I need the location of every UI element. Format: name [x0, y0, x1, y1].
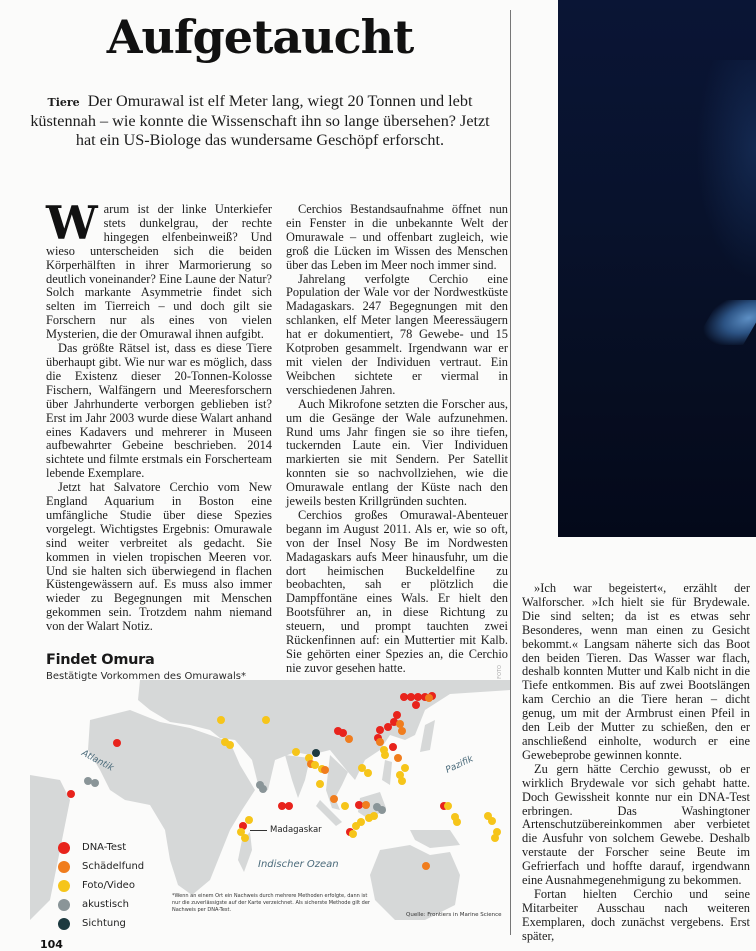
paragraph: »Ich war begeistert«, erzählt der Walforscher. »Ich hielt sie für Brydewale. Die sind selten; da ist es etwas sehr Besonderes, wenn man einen zu Gesicht bekommt.« Langsam näherte sich das Boot den beiden Tieren. Das Wasser war flach, deshalb konnten Mutter und Kalb nicht in die Tiefe entkommen. Bis auf zwei Bootslängen kam Cerchio an die Tiere heran – dicht genug, um mit der Armbrust einen Pfeil in den Leib der Mutter zu schießen, den er anschließend einholte, wodurch er eine Gewebeprobe gewinnen konnte. — [522, 581, 750, 762]
madagascar-leader-line — [250, 830, 267, 831]
map-marker — [365, 814, 373, 822]
photo-credit: FOTO — [497, 665, 503, 679]
legend-item-dna — [58, 838, 144, 857]
label-madagascar: Madagaskar — [270, 825, 322, 835]
paragraph: Fortan hielten Cerchio und seine Mitarbeiter Ausschau nach weiteren Exemplaren, doch zunächst vergebens. Erst später, — [522, 886, 750, 943]
land-philippines — [382, 760, 392, 785]
article-column-3 — [522, 582, 750, 944]
article-deck — [20, 92, 500, 150]
map-marker — [345, 735, 353, 743]
map-marker — [491, 834, 499, 842]
article-column-1 — [46, 196, 272, 634]
legend-label: akustisch — [82, 899, 129, 910]
paragraph: Cerchios Bestandsaufnahme öffnet nun ein Fenster in die unbekannte Welt der Omurawale – und offenbart zugleich, wie groß die Lücken im Wissen des Menschen über das Leben im Meer noch immer sind. — [286, 202, 508, 272]
map-marker — [113, 739, 121, 747]
page-number: 104 — [40, 938, 63, 951]
map-marker — [241, 834, 249, 842]
map-marker — [67, 790, 75, 798]
paragraph — [46, 196, 272, 342]
legend-item-sighting — [58, 914, 144, 933]
deck-text: Der Omurawal ist elf Meter lang, wiegt 20 Tonnen und lebt küstennah – wie konnte die Wissenschaft ihn so lange übersehen? Jetzt hat ein US-Biologe das wundersame Geschöpf erforscht. — [30, 92, 490, 149]
map-marker — [334, 727, 342, 735]
photo-dot-icon — [58, 880, 70, 892]
section-kicker: Tiere — [47, 96, 80, 109]
map-marker — [321, 766, 329, 774]
paragraph: Cerchios großes Omurawal-Abenteuer begann im August 2011. Als er, wie so oft, von der Insel Nosy Be im Nordwesten Madagaskars aufs Meer hinausfuhr, um die dort heimischen Buckeldelfine zu beobachten, sah er plötzlich die Dampffontäne eines Wals. Er hielt den Bootsführer an, in diese Richtung zu steuern, und prompt tauchten zwei Rückenfinnen auf: ein Muttertier mit Kalb. Sie gehörten einer Spezies an, die Cerchio nie zuvor gesehen hatte. — [286, 507, 508, 675]
dna-dot-icon — [58, 842, 70, 854]
legend-item-photo — [58, 876, 144, 895]
skull-dot-icon — [58, 861, 70, 873]
paragraph: Das größte Rätsel ist, dass es diese Tiere überhaupt gibt. Wie nur war es möglich, dass die Existenz dieser 20-Tonnen-Kolosse Fischern, Walfängern und Meeresforschern über Jahrhunderte verborgen geblieben ist? Erst im Jahr 2003 wurde diese Walart anhand eines Kadavers und mehrerer in Museen aufbewahrter Gebeine beschrieben. 2014 sichtete und filmte erstmals ein Forscherteam lebende Exemplare. — [46, 341, 272, 481]
drop-cap: W — [46, 196, 98, 250]
map-marker — [376, 726, 384, 734]
map-marker — [349, 830, 357, 838]
map-marker — [262, 716, 270, 724]
paragraph: Auch Mikrofone setzten die Forscher aus, um die Gesänge der Wale aufzunehmen. Rund ums Jahr fingen sie so ihre tiefen, tuckernden Laute ein. Vier Individuen markierten sie mit Sendern. Per Satellit konnten sie so nachvollziehen, wie die Omurawale entlang der Küste nach den jeweils besten Krillgründen suchten. — [286, 396, 508, 509]
map-marker — [380, 746, 388, 754]
label-pacific: Pazifik — [444, 754, 475, 776]
article-column-2 — [286, 203, 508, 676]
map-title: Findet Omura — [46, 652, 155, 668]
map-marker — [91, 779, 99, 787]
map-marker — [398, 727, 406, 735]
column-divider — [510, 10, 511, 935]
map-marker — [341, 802, 349, 810]
map-marker — [226, 741, 234, 749]
land-australia — [370, 845, 460, 920]
map-marker — [422, 862, 430, 870]
paragraph: Zu gern hätte Cerchio gewusst, ob er wirklich Brydewale vor sich gehabt hatte. Doch Gewissheit konnte nur ein DNA-Test erbringen. Das Washingtoner Artenschutzübereinkommen aber verbietet die Ausfuhr von solchem Gewebe. Deshalb verstaute der Forscher seine Beute im Gefrierfach und hoffte darauf, irgendwann eine Ausnahmegenehmigung zu bekommen. — [522, 761, 750, 888]
whale-fin — [693, 300, 756, 345]
map-marker — [376, 738, 384, 746]
photo-glow — [696, 60, 756, 280]
map-footnote: *Wenn an einem Ort ein Nachweis durch mehrere Methoden erfolgte, dann ist nur die zuverlässigste auf der Karte verzeichnet. Als sicherste Methode gilt der Nachweis per DNA-Test. — [172, 893, 370, 913]
map-marker — [292, 748, 300, 756]
land-sumatra — [316, 800, 342, 826]
paragraph-text: arum ist der linke Unterkiefer stets dunkelgrau, der rechte hingegen elfenbeinweiß? Und wieso unterscheiden sich die beiden Körperhälften in ihrer Marmorierung so deutlich voneinander? Eine Laune der Natur? Solch markante Asymmetrie findet sich selten im Tierreich – und doch gilt sie Forschern nur als eines von vielen Mysterien, die der Omurawal ihnen aufgibt. — [46, 202, 272, 342]
map-marker — [217, 716, 225, 724]
legend-label: DNA-Test — [82, 842, 127, 853]
map-marker — [425, 694, 433, 702]
map-marker — [330, 795, 338, 803]
map-marker — [488, 817, 496, 825]
map-marker — [259, 785, 267, 793]
map-subtitle: Bestätigte Vorkommen des Omurawals* — [46, 671, 246, 682]
acoustic-dot-icon — [58, 899, 70, 911]
legend-item-acoustic — [58, 895, 144, 914]
sighting-dot-icon — [58, 918, 70, 930]
map-marker — [316, 780, 324, 788]
map-marker — [364, 769, 372, 777]
map-marker — [412, 701, 420, 709]
map-marker — [362, 801, 370, 809]
article-title: Aufgetaucht — [106, 10, 414, 64]
map-legend — [58, 838, 144, 933]
map-marker — [444, 802, 452, 810]
map-marker — [285, 802, 293, 810]
whale-photo — [558, 0, 756, 537]
paragraph: Jetzt hat Salvatore Cerchio vom New England Aquarium in Boston eine umfängliche Studie über diese Spezies vorgelegt. Wichtigstes Ergebnis: Omurawale sind weiter verbreitet als gedacht. Sie kommen in vielen tropischen Meeren vor. Und sie halten sich überwiegend in flachen Küstengewässern auf. Es muss also immer wieder zu Begegnungen mit Menschen gekommen sein. Trotzdem nahm niemand von der Walart Notiz. — [46, 480, 272, 634]
legend-label: Sichtung — [82, 918, 126, 929]
map-marker — [312, 749, 320, 757]
paragraph: Jahrelang verfolgte Cerchio eine Population der Wale vor der Nordwestküste Madagaskars. 247 Begegnungen mit den schlanken, elf Meter langen Meeressäugern hat er dokumentiert, 78 Gewebe- und 15 Kotproben gesammelt. Irgendwann war er mit vielen der Individuen vertraut. Ein Weibchen sichtete er viermal in verschiedenen Jahren. — [286, 271, 508, 397]
map-marker — [378, 806, 386, 814]
map-marker — [384, 723, 392, 731]
map-marker — [389, 743, 397, 751]
map-marker — [453, 818, 461, 826]
legend-label: Schädelfund — [82, 861, 145, 872]
legend-label: Foto/Video — [82, 880, 135, 891]
map-marker — [398, 777, 406, 785]
map-marker — [394, 754, 402, 762]
legend-item-skull — [58, 857, 144, 876]
label-indian-ocean: Indischer Ozean — [258, 859, 339, 870]
land-japan — [420, 720, 435, 752]
label-atlantic: Atlantik — [79, 748, 115, 774]
map-source: Quelle: Frontiers in Marine Science — [406, 912, 502, 918]
land-newguinea — [410, 830, 460, 848]
